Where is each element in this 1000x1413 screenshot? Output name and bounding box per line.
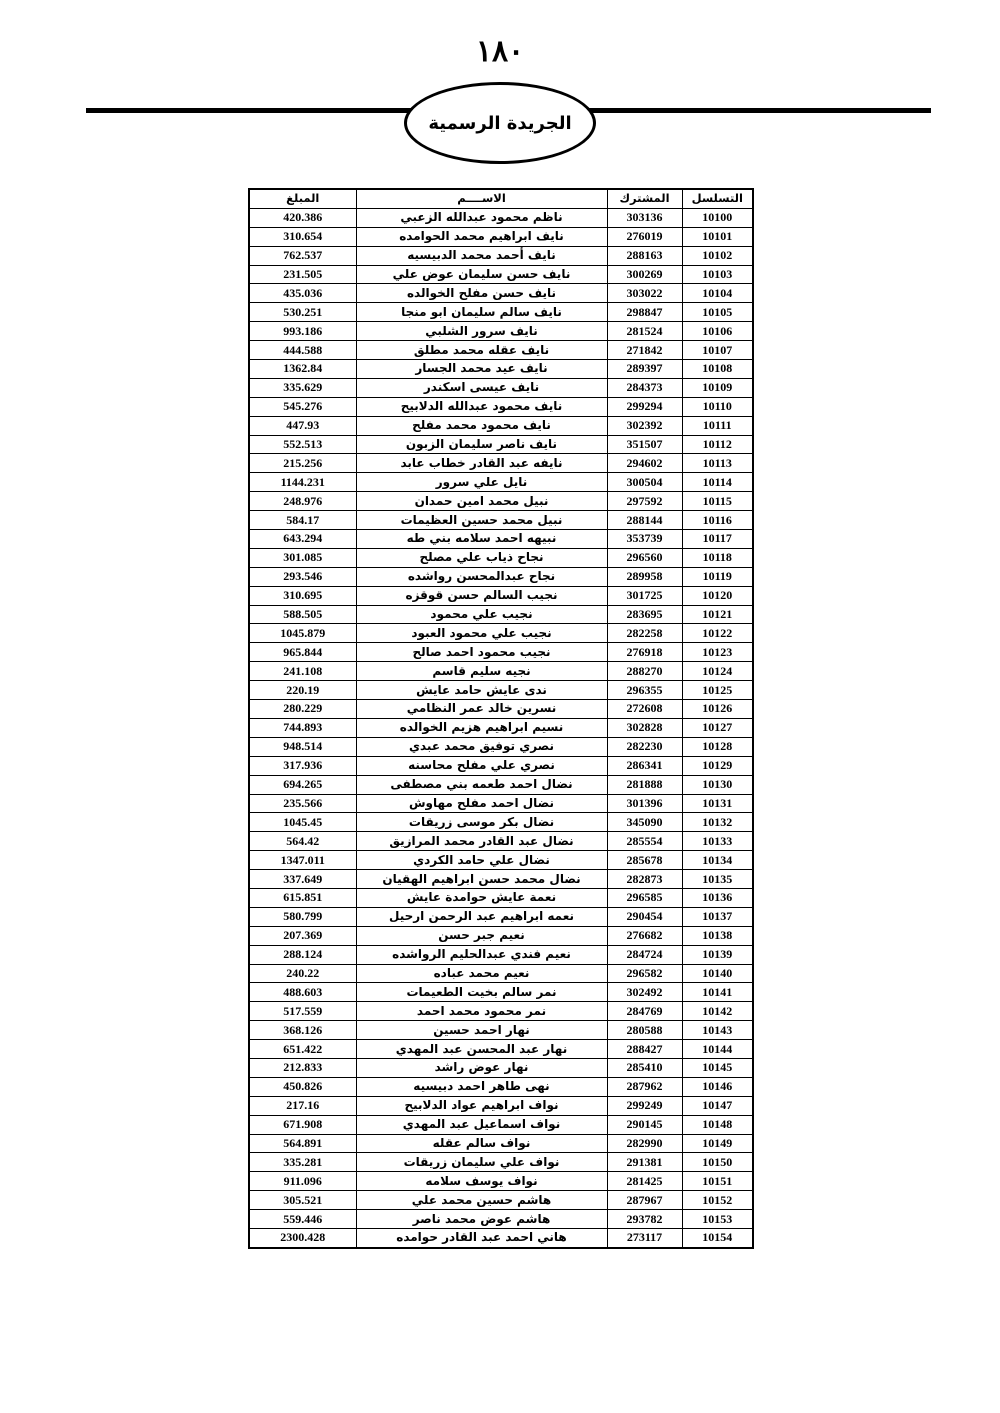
name-cell: نايف سرور الشلبي [356, 322, 607, 341]
table-row [249, 794, 753, 813]
amount-cell: 301.085 [249, 548, 356, 567]
table-row [249, 378, 753, 397]
table-row [249, 511, 753, 530]
table-row [249, 851, 753, 870]
subscriber-cell: 351507 [607, 435, 682, 454]
amount-cell: 588.505 [249, 605, 356, 624]
table-row [249, 756, 753, 775]
subscriber-cell: 280588 [607, 1021, 682, 1040]
subscriber-cell: 276918 [607, 643, 682, 662]
subscriber-cell: 294602 [607, 454, 682, 473]
table-row [249, 700, 753, 719]
serial-cell: 10153 [682, 1210, 753, 1229]
header-amount: المبلغ [249, 189, 356, 208]
subscriber-cell: 296560 [607, 548, 682, 567]
serial-cell: 10147 [682, 1096, 753, 1115]
table-row [249, 605, 753, 624]
amount-cell: 993.186 [249, 322, 356, 341]
serial-cell: 10126 [682, 700, 753, 719]
amount-cell: 564.891 [249, 1134, 356, 1153]
name-cell: نهار احمد حسين [356, 1021, 607, 1040]
amount-cell: 310.695 [249, 586, 356, 605]
name-cell: نسيم ابراهيم هزيم الخوالده [356, 718, 607, 737]
subscriber-cell: 296582 [607, 964, 682, 983]
serial-cell: 10110 [682, 397, 753, 416]
name-cell: نايف سالم سليمان ابو منجا [356, 303, 607, 322]
name-cell: نسرين خالد عمر النظامي [356, 700, 607, 719]
header-name: الاســــم [356, 189, 607, 208]
subscriber-cell: 302392 [607, 416, 682, 435]
serial-cell: 10137 [682, 907, 753, 926]
serial-cell: 10135 [682, 870, 753, 889]
subscriber-cell: 302828 [607, 718, 682, 737]
amount-cell: 530.251 [249, 303, 356, 322]
table-row [249, 662, 753, 681]
subscriber-cell: 301725 [607, 586, 682, 605]
table-row [249, 227, 753, 246]
table-row [249, 945, 753, 964]
amount-cell: 447.93 [249, 416, 356, 435]
subscriber-cell: 281524 [607, 322, 682, 341]
serial-cell: 10103 [682, 265, 753, 284]
table-row [249, 832, 753, 851]
subscriber-cell: 300504 [607, 473, 682, 492]
subscriber-cell: 276019 [607, 227, 682, 246]
amount-cell: 310.654 [249, 227, 356, 246]
gazette-masthead: الجريدة الرسمية [404, 82, 596, 164]
serial-cell: 10121 [682, 605, 753, 624]
name-cell: نايف محمود محمد مفلح [356, 416, 607, 435]
name-cell: نصري توفيق محمد عبدي [356, 737, 607, 756]
serial-cell: 10142 [682, 1002, 753, 1021]
table-row [249, 1210, 753, 1229]
table-row [249, 1002, 753, 1021]
amount-cell: 694.265 [249, 775, 356, 794]
amount-cell: 1045.879 [249, 624, 356, 643]
table-row [249, 492, 753, 511]
name-cell: هاشم حسين محمد علي [356, 1191, 607, 1210]
table-row [249, 907, 753, 926]
serial-cell: 10122 [682, 624, 753, 643]
name-cell: نواف سالم عقله [356, 1134, 607, 1153]
table-row [249, 322, 753, 341]
name-cell: نهى طاهر احمد دبيسيه [356, 1077, 607, 1096]
subscriber-cell: 303136 [607, 208, 682, 227]
name-cell: هاني احمد عبد القادر حوامده [356, 1228, 607, 1247]
name-cell: نعيم محمد عباده [356, 964, 607, 983]
amount-cell: 220.19 [249, 681, 356, 700]
subscriber-cell: 287962 [607, 1077, 682, 1096]
amount-cell: 564.42 [249, 832, 356, 851]
serial-cell: 10120 [682, 586, 753, 605]
name-cell: نعمه ابراهيم عبد الرحمن ارحيل [356, 907, 607, 926]
subscriber-cell: 282230 [607, 737, 682, 756]
amount-cell: 762.537 [249, 246, 356, 265]
serial-cell: 10108 [682, 360, 753, 379]
name-cell: نايف عقله محمد مطلق [356, 341, 607, 360]
serial-cell: 10131 [682, 794, 753, 813]
amount-cell: 317.936 [249, 756, 356, 775]
amount-cell: 671.908 [249, 1115, 356, 1134]
serial-cell: 10124 [682, 662, 753, 681]
table-row [249, 964, 753, 983]
name-cell: نمر سالم بخيت الطعيمات [356, 983, 607, 1002]
subscriber-cell: 283695 [607, 605, 682, 624]
amount-cell: 293.546 [249, 567, 356, 586]
subscriber-cell: 300269 [607, 265, 682, 284]
subscriber-cell: 288427 [607, 1040, 682, 1059]
name-cell: نعيم جبر حسن [356, 926, 607, 945]
amount-cell: 1347.011 [249, 851, 356, 870]
amount-cell: 965.844 [249, 643, 356, 662]
serial-cell: 10111 [682, 416, 753, 435]
table-row [249, 926, 753, 945]
amount-cell: 651.422 [249, 1040, 356, 1059]
subscriber-cell: 281888 [607, 775, 682, 794]
name-cell: نايل علي سرور [356, 473, 607, 492]
amount-cell: 911.096 [249, 1172, 356, 1191]
serial-cell: 10129 [682, 756, 753, 775]
subscriber-cell: 285554 [607, 832, 682, 851]
amount-cell: 1144.231 [249, 473, 356, 492]
subscriber-cell: 284373 [607, 378, 682, 397]
page-number: ١٨٠ [475, 34, 525, 69]
serial-cell: 10143 [682, 1021, 753, 1040]
table-row [249, 1191, 753, 1210]
table-row [249, 435, 753, 454]
serial-cell: 10134 [682, 851, 753, 870]
table-row [249, 284, 753, 303]
table-row [249, 586, 753, 605]
serial-cell: 10116 [682, 511, 753, 530]
subscriber-cell: 288270 [607, 662, 682, 681]
amount-cell: 335.629 [249, 378, 356, 397]
serial-cell: 10123 [682, 643, 753, 662]
name-cell: نايف ناصر سليمان الزبون [356, 435, 607, 454]
name-cell: نضال محمد حسن ابراهيم الهقيان [356, 870, 607, 889]
serial-cell: 10107 [682, 341, 753, 360]
table-row [249, 265, 753, 284]
table-row [249, 813, 753, 832]
amount-cell: 305.521 [249, 1191, 356, 1210]
table-row [249, 888, 753, 907]
serial-cell: 10119 [682, 567, 753, 586]
serial-cell: 10133 [682, 832, 753, 851]
subscriber-cell: 289397 [607, 360, 682, 379]
table-row [249, 454, 753, 473]
name-cell: نايف حسن مفلح الخوالده [356, 284, 607, 303]
amount-cell: 215.256 [249, 454, 356, 473]
subscriber-cell: 288163 [607, 246, 682, 265]
table-row [249, 718, 753, 737]
name-cell: نضال بكر موسى زريقات [356, 813, 607, 832]
table-row [249, 246, 753, 265]
table-row [249, 624, 753, 643]
subscriber-table [248, 188, 754, 1249]
table-row [249, 416, 753, 435]
name-cell: نايف أحمد محمد الدبيسيه [356, 246, 607, 265]
name-cell: نجيب علي محمود [356, 605, 607, 624]
amount-cell: 1362.84 [249, 360, 356, 379]
subscriber-cell: 282990 [607, 1134, 682, 1153]
subscriber-cell: 345090 [607, 813, 682, 832]
subscriber-cell: 298847 [607, 303, 682, 322]
amount-cell: 241.108 [249, 662, 356, 681]
serial-cell: 10117 [682, 530, 753, 549]
table-body [249, 208, 753, 1247]
serial-cell: 10140 [682, 964, 753, 983]
subscriber-cell: 282258 [607, 624, 682, 643]
serial-cell: 10151 [682, 1172, 753, 1191]
amount-cell: 207.369 [249, 926, 356, 945]
table-row [249, 208, 753, 227]
name-cell: نواف يوسف سلامه [356, 1172, 607, 1191]
table-row [249, 1058, 753, 1077]
subscriber-cell: 296355 [607, 681, 682, 700]
serial-cell: 10113 [682, 454, 753, 473]
subscriber-cell: 286341 [607, 756, 682, 775]
subscriber-cell: 282873 [607, 870, 682, 889]
name-cell: نصري علي مفلح محاسنه [356, 756, 607, 775]
amount-cell: 450.826 [249, 1077, 356, 1096]
subscriber-cell: 287967 [607, 1191, 682, 1210]
subscriber-cell: 290454 [607, 907, 682, 926]
name-cell: نمر محمود محمد احمد [356, 1002, 607, 1021]
subscriber-cell: 303022 [607, 284, 682, 303]
serial-cell: 10127 [682, 718, 753, 737]
table-row [249, 1096, 753, 1115]
serial-cell: 10102 [682, 246, 753, 265]
subscriber-cell: 272608 [607, 700, 682, 719]
name-cell: نجاح ذياب علي مصلح [356, 548, 607, 567]
header-subscriber: المشترك [607, 189, 682, 208]
subscriber-cell: 299294 [607, 397, 682, 416]
name-cell: نهار عبد المحسن عبد المهدي [356, 1040, 607, 1059]
header-serial: التسلسل [682, 189, 753, 208]
serial-cell: 10145 [682, 1058, 753, 1077]
amount-cell: 420.386 [249, 208, 356, 227]
name-cell: نضال علي حامد الكردي [356, 851, 607, 870]
amount-cell: 2300.428 [249, 1228, 356, 1247]
table-row [249, 1021, 753, 1040]
subscriber-cell: 296585 [607, 888, 682, 907]
name-cell: نجيه سليم قاسم [356, 662, 607, 681]
name-cell: هاشم عوض محمد ناصر [356, 1210, 607, 1229]
name-cell: نواف علي سليمان زريقات [356, 1153, 607, 1172]
amount-cell: 217.16 [249, 1096, 356, 1115]
table-row [249, 341, 753, 360]
serial-cell: 10112 [682, 435, 753, 454]
table-row [249, 1153, 753, 1172]
subscriber-cell: 297592 [607, 492, 682, 511]
amount-cell: 337.649 [249, 870, 356, 889]
serial-cell: 10138 [682, 926, 753, 945]
name-cell: نجيب السالم حسن قوقزه [356, 586, 607, 605]
name-cell: ندى عايش حامد عايش [356, 681, 607, 700]
subscriber-cell: 288144 [607, 511, 682, 530]
table-row [249, 737, 753, 756]
table-row [249, 983, 753, 1002]
table-row [249, 643, 753, 662]
serial-cell: 10152 [682, 1191, 753, 1210]
table-row [249, 1134, 753, 1153]
subscriber-cell: 293782 [607, 1210, 682, 1229]
name-cell: نضال احمد طعمه بني مصطفى [356, 775, 607, 794]
amount-cell: 948.514 [249, 737, 356, 756]
table-row [249, 548, 753, 567]
table-row [249, 397, 753, 416]
table-row [249, 530, 753, 549]
table-row [249, 1172, 753, 1191]
serial-cell: 10118 [682, 548, 753, 567]
name-cell: نجيب علي محمود العبود [356, 624, 607, 643]
amount-cell: 368.126 [249, 1021, 356, 1040]
amount-cell: 545.276 [249, 397, 356, 416]
table-row [249, 360, 753, 379]
serial-cell: 10125 [682, 681, 753, 700]
amount-cell: 335.281 [249, 1153, 356, 1172]
subscriber-cell: 353739 [607, 530, 682, 549]
amount-cell: 580.799 [249, 907, 356, 926]
subscriber-cell: 284769 [607, 1002, 682, 1021]
name-cell: نايف محمود عبدالله الدلابيح [356, 397, 607, 416]
table-row [249, 567, 753, 586]
name-cell: نبيهه احمد سلامه بني طه [356, 530, 607, 549]
table-row [249, 870, 753, 889]
serial-cell: 10136 [682, 888, 753, 907]
name-cell: نضال عبد القادر محمد المرازيق [356, 832, 607, 851]
serial-cell: 10141 [682, 983, 753, 1002]
subscriber-cell: 285678 [607, 851, 682, 870]
amount-cell: 444.588 [249, 341, 356, 360]
serial-cell: 10105 [682, 303, 753, 322]
amount-cell: 435.036 [249, 284, 356, 303]
name-cell: نواف اسماعيل عبد المهدي [356, 1115, 607, 1134]
subscriber-cell: 281425 [607, 1172, 682, 1191]
subscriber-cell: 301396 [607, 794, 682, 813]
serial-cell: 10100 [682, 208, 753, 227]
table-header [249, 189, 753, 208]
amount-cell: 212.833 [249, 1058, 356, 1077]
amount-cell: 235.566 [249, 794, 356, 813]
serial-cell: 10146 [682, 1077, 753, 1096]
amount-cell: 248.976 [249, 492, 356, 511]
amount-cell: 615.851 [249, 888, 356, 907]
name-cell: نجاح عبدالمحسن رواشده [356, 567, 607, 586]
table-row [249, 1077, 753, 1096]
table-row [249, 1228, 753, 1247]
table-row [249, 1115, 753, 1134]
serial-cell: 10132 [682, 813, 753, 832]
subscriber-cell: 289958 [607, 567, 682, 586]
subscriber-cell: 302492 [607, 983, 682, 1002]
name-cell: نايف عيسى اسكندر [356, 378, 607, 397]
name-cell: نواف ابراهيم عواد الدلابيح [356, 1096, 607, 1115]
serial-cell: 10104 [682, 284, 753, 303]
subscriber-cell: 284724 [607, 945, 682, 964]
amount-cell: 288.124 [249, 945, 356, 964]
name-cell: نايف ابراهيم محمد الحوامده [356, 227, 607, 246]
name-cell: نايف عيد محمد الجسار [356, 360, 607, 379]
table-row [249, 775, 753, 794]
amount-cell: 643.294 [249, 530, 356, 549]
serial-cell: 10106 [682, 322, 753, 341]
subscriber-cell: 285410 [607, 1058, 682, 1077]
name-cell: نبيل محمد حسين العظيمات [356, 511, 607, 530]
serial-cell: 10139 [682, 945, 753, 964]
serial-cell: 10109 [682, 378, 753, 397]
table-row [249, 473, 753, 492]
amount-cell: 488.603 [249, 983, 356, 1002]
serial-cell: 10154 [682, 1228, 753, 1247]
subscriber-cell: 299249 [607, 1096, 682, 1115]
name-cell: نبيل محمد امين حمدان [356, 492, 607, 511]
serial-cell: 10148 [682, 1115, 753, 1134]
serial-cell: 10144 [682, 1040, 753, 1059]
table-row [249, 681, 753, 700]
serial-cell: 10149 [682, 1134, 753, 1153]
name-cell: نايفه عبد القادر خطاب عابد [356, 454, 607, 473]
amount-cell: 552.513 [249, 435, 356, 454]
amount-cell: 517.559 [249, 1002, 356, 1021]
amount-cell: 280.229 [249, 700, 356, 719]
name-cell: نضال احمد مفلح مهاوش [356, 794, 607, 813]
serial-cell: 10150 [682, 1153, 753, 1172]
amount-cell: 559.446 [249, 1210, 356, 1229]
amount-cell: 744.893 [249, 718, 356, 737]
serial-cell: 10128 [682, 737, 753, 756]
header-row [249, 189, 753, 208]
subscriber-cell: 291381 [607, 1153, 682, 1172]
amount-cell: 231.505 [249, 265, 356, 284]
table-row [249, 1040, 753, 1059]
amount-cell: 584.17 [249, 511, 356, 530]
table-row [249, 303, 753, 322]
name-cell: نهار عوض راشد [356, 1058, 607, 1077]
serial-cell: 10130 [682, 775, 753, 794]
subscriber-cell: 276682 [607, 926, 682, 945]
name-cell: نعيم فندي عبدالحليم الرواشده [356, 945, 607, 964]
serial-cell: 10115 [682, 492, 753, 511]
subscriber-cell: 290145 [607, 1115, 682, 1134]
subscriber-cell: 271842 [607, 341, 682, 360]
name-cell: نجيب محمود احمد صالح [356, 643, 607, 662]
name-cell: ناظم محمود عبدالله الزعبي [356, 208, 607, 227]
name-cell: نعمة عايش حوامدة عايش [356, 888, 607, 907]
serial-cell: 10101 [682, 227, 753, 246]
serial-cell: 10114 [682, 473, 753, 492]
subscriber-cell: 273117 [607, 1228, 682, 1247]
amount-cell: 240.22 [249, 964, 356, 983]
name-cell: نايف حسن سليمان عوض علي [356, 265, 607, 284]
amount-cell: 1045.45 [249, 813, 356, 832]
